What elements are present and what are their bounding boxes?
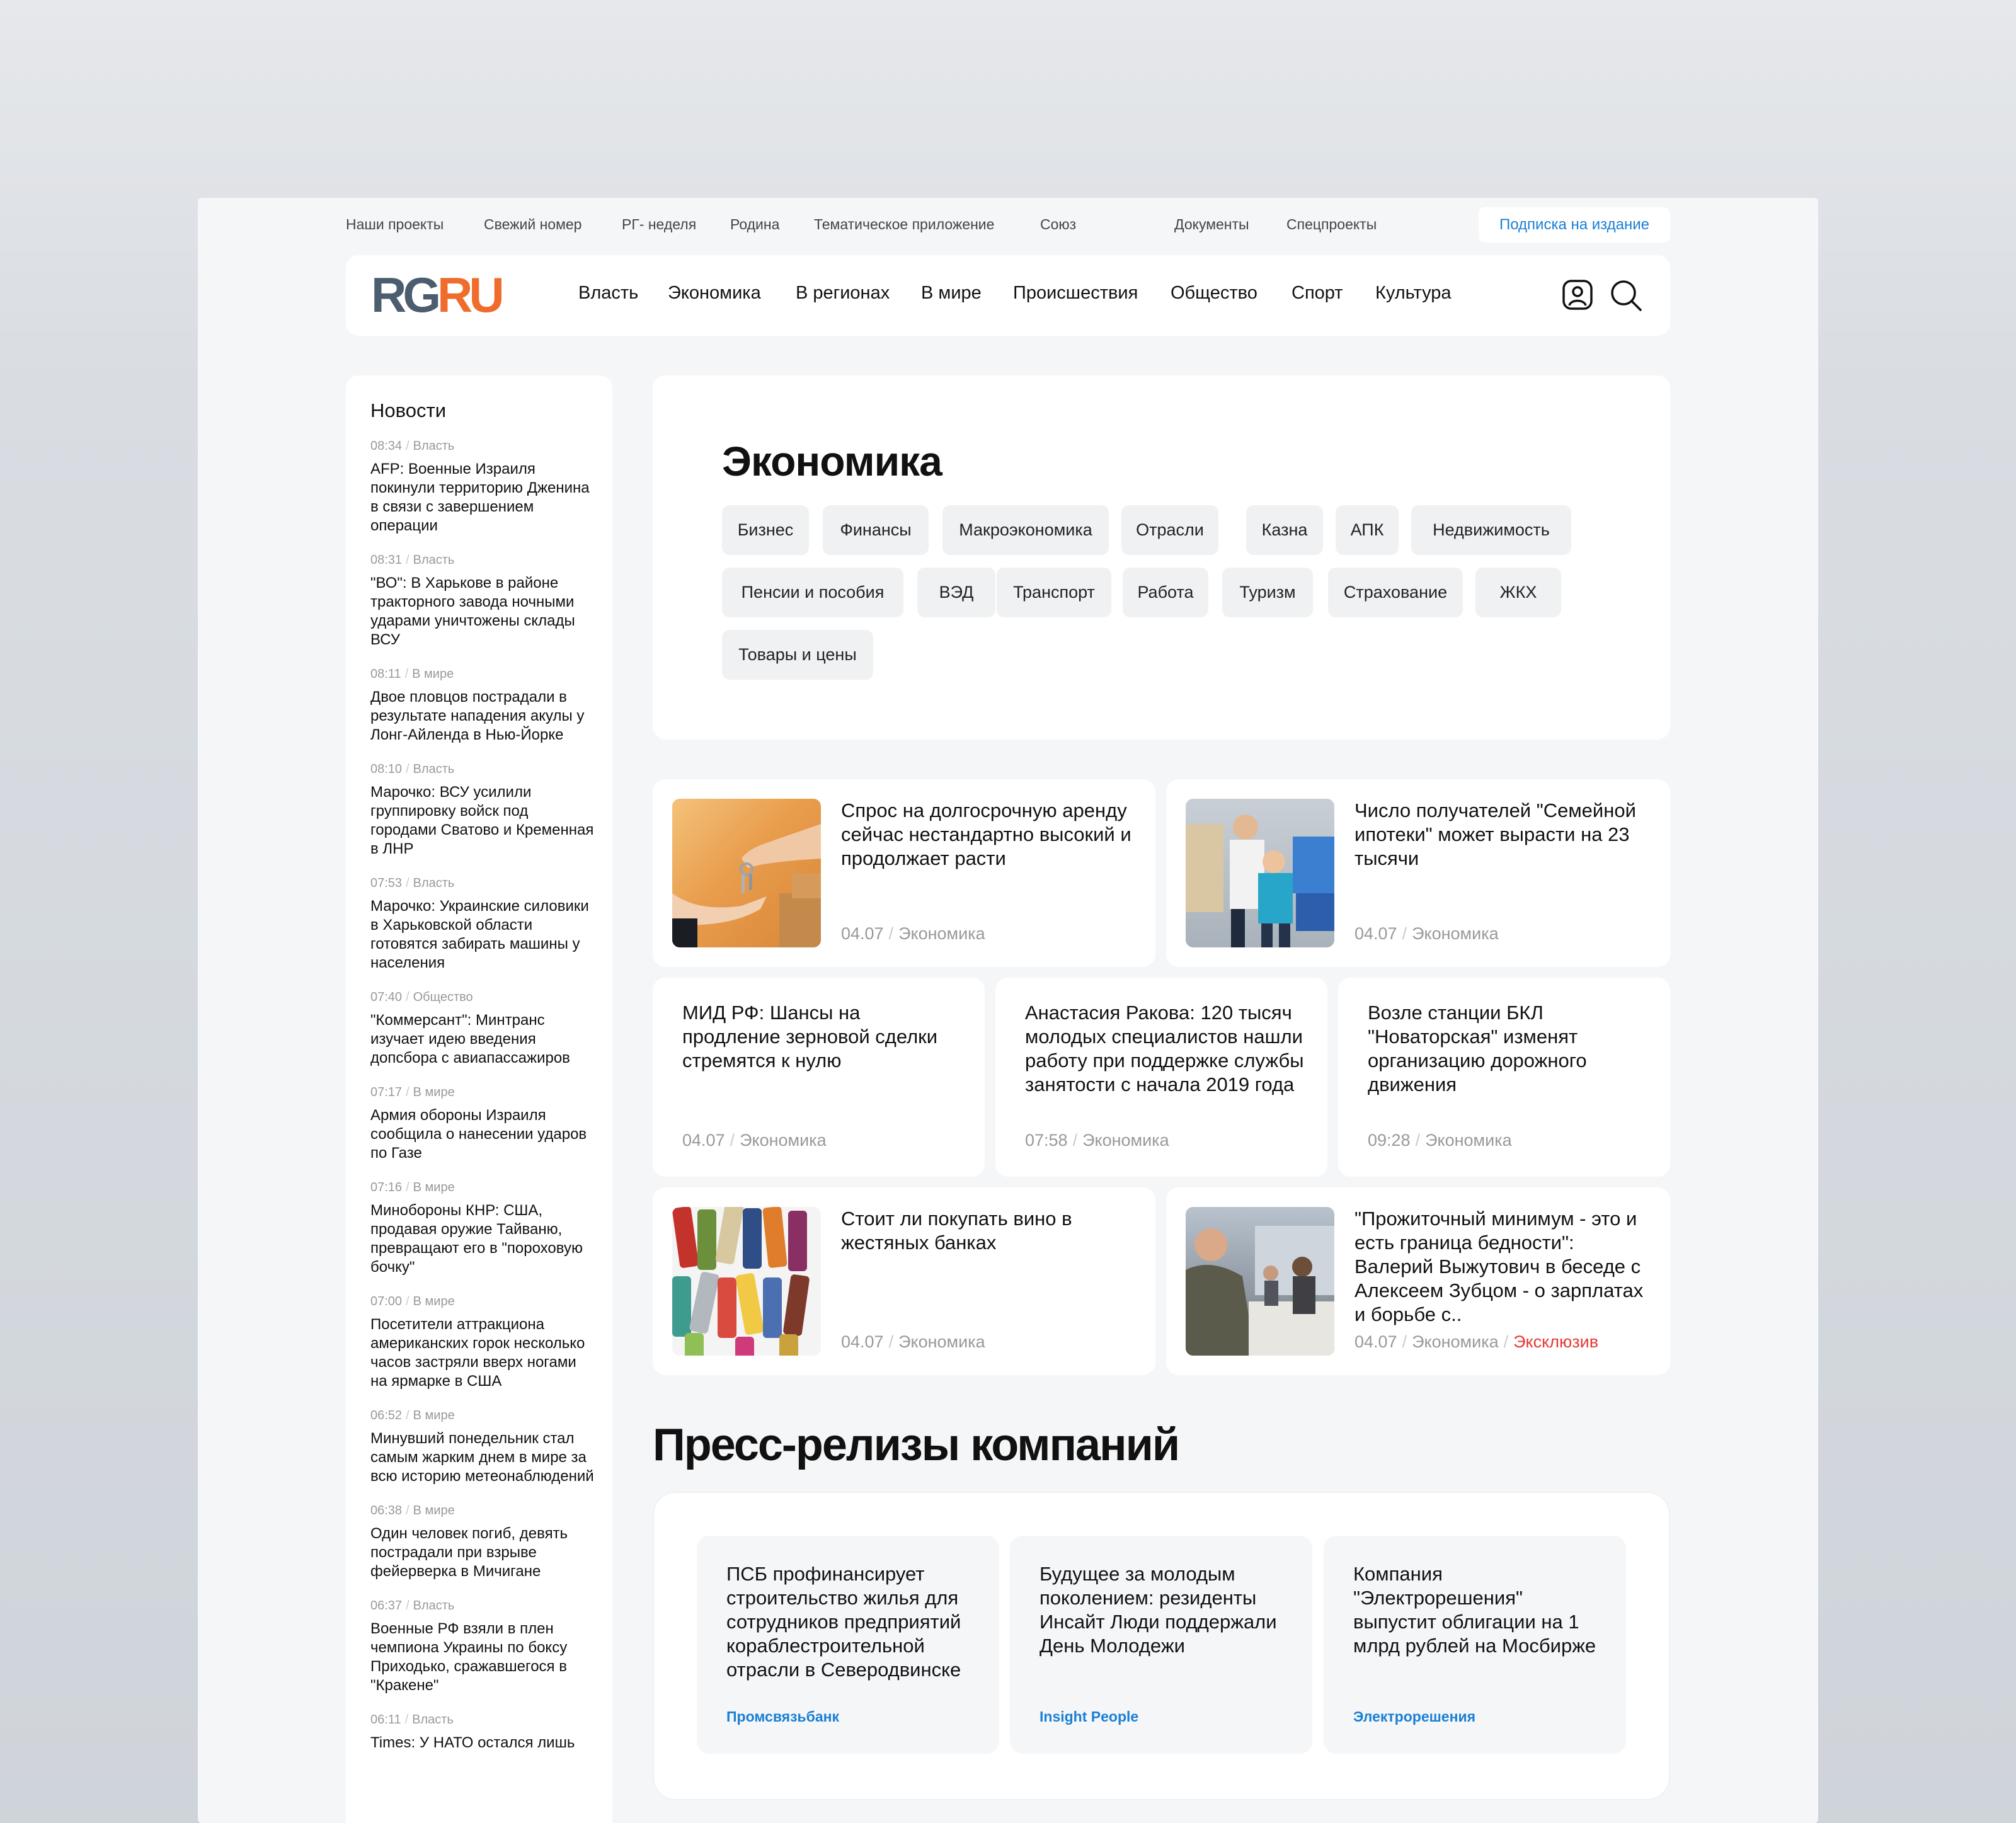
exclusive-badge[interactable]: Эксклюзив [1513, 1332, 1599, 1351]
news-item-time: 07:17 [370, 1085, 403, 1099]
card-meta: 04.07 / Экономика [1354, 924, 1499, 943]
page-title: Экономика [722, 438, 942, 484]
news-item-rubric[interactable]: Власть [413, 762, 455, 776]
news-item-rubric[interactable]: Власть [413, 553, 455, 567]
logo-part-ru: RU [437, 267, 501, 323]
card-rubric[interactable]: Экономика [1412, 924, 1499, 943]
card-rubric[interactable]: Экономика [1412, 1332, 1499, 1351]
news-item-meta: 07:17 / В мире [370, 1085, 455, 1099]
news-item-rubric[interactable]: В мире [413, 1180, 455, 1194]
card-title[interactable]: Анастасия Ракова: 120 тысяч молодых специалистов нашли работу при поддержке службы занятости с начала 2019 года [1025, 1002, 1304, 1095]
press-card-title[interactable]: Компания "Электрорешения" выпустит облигации на 1 млрд рублей на Мосбирже [1353, 1563, 1596, 1657]
news-item-time: 08:34 [370, 439, 403, 453]
news-item-meta: 06:37 / Власть [370, 1599, 455, 1613]
news-item-rubric[interactable]: В мире [413, 1294, 455, 1308]
card-date: 09:28 [1368, 1131, 1411, 1150]
news-list-item[interactable] [370, 1085, 597, 1163]
tag-transport[interactable]: Транспорт [997, 568, 1111, 617]
card-meta: 04.07 / Экономика [841, 1332, 985, 1351]
news-item-rubric[interactable]: В мире [412, 667, 454, 681]
news-item-time: 08:31 [370, 553, 403, 567]
nav-world[interactable]: В мире [921, 283, 982, 303]
news-item-title[interactable]: Минобороны КНР: США, продавая оружие Тайваню, превращают его в "пороховую бочку" [370, 1202, 583, 1276]
tag-work[interactable]: Работа [1123, 568, 1208, 617]
news-sidebar [346, 375, 612, 1823]
press-releases-title: Пресс-релизы компаний [653, 1420, 1179, 1470]
card-meta: 07:58 / Экономика [1025, 1131, 1169, 1150]
news-item-meta: 07:16 / В мире [370, 1180, 455, 1194]
news-list-item[interactable] [370, 553, 597, 649]
news-item-title[interactable]: "Коммерсант": Минтранс изучает идею введения допсбора с авиапассажиров [370, 1012, 570, 1066]
news-list-item[interactable] [370, 876, 597, 973]
card-date: 04.07 [1354, 924, 1397, 943]
news-list-item[interactable] [370, 1180, 597, 1277]
news-item-title[interactable]: AFP: Военные Израиля покинули территорию Дженина в связи с завершением операции [370, 460, 590, 534]
nav-society[interactable]: Общество [1171, 283, 1257, 303]
news-item-time: 08:11 [370, 667, 401, 681]
card-date: 04.07 [841, 924, 884, 943]
news-item-time: 06:11 [370, 1713, 401, 1727]
news-item-meta: 06:52 / В мире [370, 1409, 455, 1422]
news-list-item[interactable] [370, 1713, 597, 1752]
top-link-rg-week[interactable]: РГ- неделя [622, 216, 697, 232]
top-link-projects[interactable]: Наши проекты [346, 216, 444, 232]
card-date: 07:58 [1025, 1131, 1068, 1150]
news-item-time: 07:00 [370, 1294, 403, 1308]
press-releases-box [653, 1492, 1670, 1800]
nav-vlast[interactable]: Власть [578, 283, 639, 303]
news-list-item[interactable] [370, 439, 597, 535]
news-item-meta: 06:11 / Власть [370, 1713, 454, 1727]
news-item-title[interactable]: "ВО": В Харькове в районе тракторного завода ночными ударами уничтожены склады ВСУ [370, 574, 575, 648]
news-item-meta: 08:10 / Власть [370, 762, 455, 776]
press-card[interactable] [1324, 1536, 1626, 1754]
news-item-time: 07:16 [370, 1180, 403, 1194]
news-item-rubric[interactable]: В мире [413, 1085, 455, 1099]
news-item-rubric[interactable]: Власть [412, 1713, 454, 1727]
news-item-time: 07:40 [370, 990, 403, 1004]
press-card-company[interactable]: Промсвязьбанк [726, 1708, 840, 1725]
news-card[interactable] [1166, 779, 1670, 967]
nav-incidents[interactable]: Происшествия [1013, 283, 1138, 303]
news-item-rubric[interactable]: Власть [413, 1599, 455, 1613]
card-title[interactable]: Стоит ли покупать вино в жестяных банках [841, 1208, 1072, 1254]
tag-apk[interactable]: АПК [1336, 505, 1399, 555]
news-item-meta: 07:00 / В мире [370, 1294, 455, 1308]
tag-goods-prices[interactable]: Товары и цены [722, 630, 873, 680]
news-item-time: 06:52 [370, 1409, 403, 1422]
news-item-title[interactable]: Посетители аттракциона американских горок несколько часов застряли вверх ногами на ярмарке в США [370, 1316, 585, 1390]
wine-cans-photo [672, 1207, 821, 1356]
family-moving-photo [1186, 799, 1334, 947]
news-item-title[interactable]: Минувший понедельник стал самым жарким днем в мире за всю историю метеонаблюдений [370, 1430, 594, 1485]
tag-pensions[interactable]: Пенсии и пособия [722, 568, 903, 617]
news-card[interactable] [1338, 978, 1670, 1177]
top-link-thematic[interactable]: Тематическое приложение [814, 216, 995, 232]
news-list-item[interactable] [370, 762, 597, 859]
news-list-item[interactable] [370, 1409, 597, 1486]
card-meta: 04.07 / Экономика [841, 924, 985, 943]
nav-culture[interactable]: Культура [1375, 283, 1452, 303]
top-link-fresh-issue[interactable]: Свежий номер [484, 216, 582, 232]
news-card[interactable] [995, 978, 1327, 1177]
news-card[interactable] [1166, 1187, 1670, 1375]
card-title[interactable]: "Прожиточный минимум - это и есть граница бедности": Валерий Выжутович в беседе с Алексеем Зубцом - о зарплатах и борьбе с.. [1354, 1208, 1644, 1325]
news-list-item[interactable] [370, 667, 597, 745]
news-item-rubric[interactable]: Власть [413, 876, 455, 890]
top-link-soyuz[interactable]: Союз [1040, 216, 1077, 232]
news-list [370, 439, 597, 1770]
card-meta: 09:28 / Экономика [1368, 1131, 1512, 1150]
top-link-rodina[interactable]: Родина [730, 216, 780, 232]
news-item-title[interactable]: Марочко: ВСУ усилили группировку войск под городами Сватово и Кременная в ЛНР [370, 784, 594, 857]
top-link-documents[interactable]: Документы [1174, 216, 1249, 232]
card-title[interactable]: Спрос на долгосрочную аренду сейчас нестандартно высокий и продолжает расти [841, 799, 1131, 869]
card-title[interactable]: Возле станции БКЛ "Новаторская" изменят организацию дорожного движения [1368, 1002, 1587, 1095]
nav-sport[interactable]: Спорт [1292, 283, 1343, 303]
card-title[interactable]: Число получателей "Семейной ипотеки" может вырасти на 23 тысячи [1354, 799, 1636, 869]
card-date: 04.07 [682, 1131, 725, 1150]
search-icon[interactable] [1610, 279, 1642, 312]
news-item-meta: 07:53 / Власть [370, 876, 455, 890]
news-item-title[interactable]: Один человек погиб, девять пострадали при взрыве фейерверка в Мичигане [370, 1525, 568, 1580]
nav-regions[interactable]: В регионах [796, 283, 890, 303]
card-rubric[interactable]: Экономика [1425, 1131, 1512, 1150]
card-title[interactable]: МИД РФ: Шансы на продление зерновой сделки стремятся к нулю [682, 1002, 938, 1072]
news-item-meta: 08:31 / Власть [370, 553, 455, 567]
press-card-company[interactable]: Insight People [1040, 1708, 1139, 1725]
tag-business[interactable]: Бизнес [722, 505, 809, 555]
news-item-rubric[interactable]: Власть [413, 439, 455, 453]
economy-section [653, 375, 1670, 740]
card-rubric[interactable]: Экономика [1082, 1131, 1169, 1150]
press-card-company[interactable]: Электрорешения [1353, 1708, 1476, 1725]
news-item-title[interactable]: Военные РФ взяли в плен чемпиона Украины по боксу Приходько, сражавшегося в "Кракене" [370, 1620, 568, 1694]
card-meta: 04.07 / Экономика [682, 1131, 827, 1150]
card-date: 04.07 [841, 1332, 884, 1351]
news-item-time: 06:37 [370, 1599, 403, 1613]
news-item-title[interactable]: Марочко: Украинские силовики в Харьковской области готовятся забирать машины у населения [370, 898, 589, 971]
press-card[interactable] [1010, 1536, 1312, 1754]
tag-tourism[interactable]: Туризм [1222, 568, 1313, 617]
press-card-title[interactable]: Будущее за молодым поколением: резиденты Инсайт Люди поддержали День Молодежи [1040, 1563, 1277, 1657]
news-list-item[interactable] [370, 1504, 597, 1581]
keys-handover-photo [672, 799, 821, 947]
tag-treasury[interactable]: Казна [1246, 505, 1323, 555]
tag-macroeconomics[interactable]: Макроэкономика [942, 505, 1109, 555]
press-card[interactable] [697, 1536, 999, 1754]
news-item-time: 07:53 [370, 876, 403, 890]
news-item-meta: 08:11 / В мире [370, 667, 454, 681]
top-link-specprojects[interactable]: Спецпроекты [1286, 216, 1377, 232]
tag-finance[interactable]: Финансы [823, 505, 929, 555]
tag-insurance[interactable]: Страхование [1328, 568, 1463, 617]
site-logo[interactable] [371, 267, 501, 323]
main-header [346, 255, 1670, 336]
news-item-title[interactable]: Times: У НАТО остался лишь [370, 1734, 575, 1751]
user-icon[interactable] [1562, 279, 1593, 311]
card-meta: 04.07 / Экономика / Эксклюзив [1354, 1332, 1599, 1351]
tag-industries[interactable]: Отрасли [1121, 505, 1218, 555]
news-item-rubric[interactable]: Общество [413, 990, 473, 1004]
tag-realty[interactable]: Недвижимость [1411, 505, 1571, 555]
news-list-item[interactable] [370, 1599, 597, 1695]
subscribe-button[interactable]: Подписка на издание [1479, 207, 1670, 243]
news-card[interactable] [653, 779, 1155, 967]
card-rubric[interactable]: Экономика [898, 1332, 985, 1351]
card-date: 04.07 [1354, 1332, 1397, 1351]
news-item-title[interactable]: Двое пловцов пострадали в результате нападения акулы у Лонг-Айленда в Нью-Йорке [370, 689, 585, 743]
card-rubric[interactable]: Экономика [898, 924, 985, 943]
news-item-time: 08:10 [370, 762, 403, 776]
news-item-rubric[interactable]: В мире [413, 1504, 455, 1517]
press-card-title[interactable]: ПСБ профинансирует строительство жилья для сотрудников предприятий кораблестроительной отрасли в Северодвинске [726, 1563, 961, 1681]
news-item-rubric[interactable]: В мире [413, 1409, 455, 1422]
news-card[interactable] [653, 1187, 1155, 1375]
news-item-meta: 07:40 / Общество [370, 990, 473, 1004]
news-list-item[interactable] [370, 990, 597, 1068]
news-sidebar-title: Новости [370, 399, 447, 421]
news-item-meta: 06:38 / В мире [370, 1504, 455, 1517]
news-list-item[interactable] [370, 1294, 597, 1391]
news-card[interactable] [653, 978, 985, 1177]
news-item-title[interactable]: Армия обороны Израиля сообщила о нанесении ударов по Газе [370, 1107, 587, 1162]
news-item-time: 06:38 [370, 1504, 403, 1517]
street-people-photo [1186, 1207, 1334, 1356]
news-item-meta: 08:34 / Власть [370, 439, 455, 453]
tag-zhkh[interactable]: ЖКХ [1475, 568, 1561, 617]
card-rubric[interactable]: Экономика [740, 1131, 827, 1150]
tag-ved[interactable]: ВЭД [917, 568, 995, 617]
logo-part-rg: RG [371, 267, 437, 323]
nav-economy[interactable]: Экономика [668, 283, 761, 303]
